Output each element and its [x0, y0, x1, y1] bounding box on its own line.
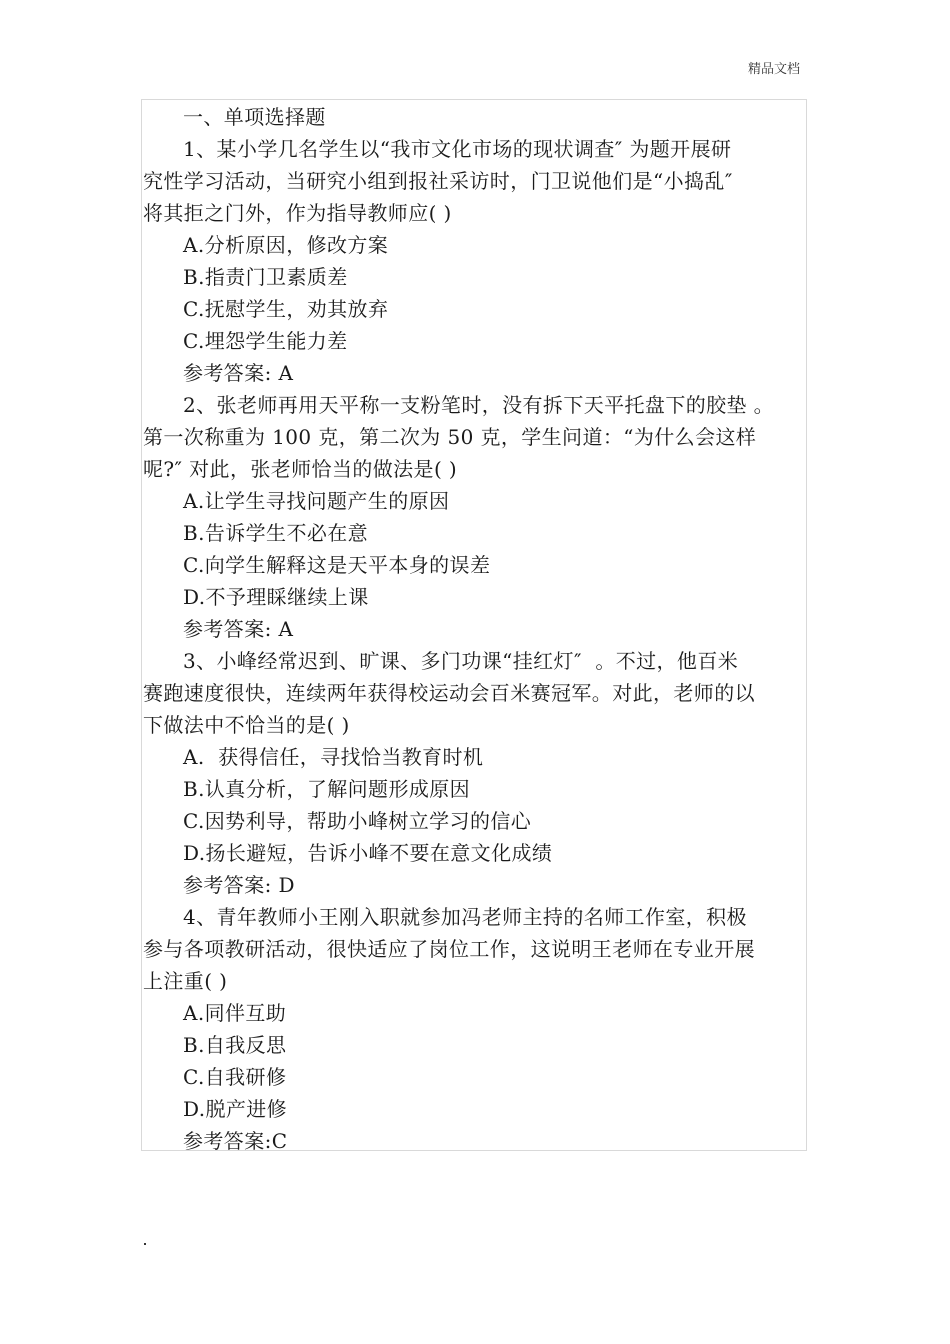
option-a: A.让学生寻找问题产生的原因 [183, 489, 450, 513]
footer-mark [144, 1236, 147, 1247]
option-a: A.分析原因，修改方案 [183, 233, 389, 257]
answer-line: 参考答案: A [183, 617, 294, 641]
question-1 [143, 133, 815, 389]
question-stem-line: 2、张老师再用天平称一支粉笔时，没有拆下天平托盘下的胶垫 。 [183, 393, 775, 417]
option-c: C.向学生解释这是天平本身的误差 [183, 553, 491, 577]
question-stem-line: 3、小峰经常迟到、旷课、多门功课“挂红灯″ 。不过，他百米 [183, 649, 739, 673]
option-b: B.告诉学生不必在意 [183, 521, 369, 545]
option-c: C.因势利导，帮助小峰树立学习的信心 [183, 809, 532, 833]
question-stem-line: 4、青年教师小王刚入职就参加冯老师主持的名师工作室，积极 [183, 905, 747, 929]
option-a: A.同伴互助 [183, 1001, 287, 1025]
question-stem-line: 下做法中不恰当的是( ) [143, 713, 350, 737]
option-c: C.自我研修 [183, 1065, 287, 1089]
question-stem-line: 1、某小学几名学生以“我市文化市场的现状调查″ 为题开展研 [183, 137, 732, 161]
question-stem-line: 第一次称重为 100 克，第二次为 50 克，学生问道：“为什么会这样 [143, 425, 757, 449]
question-stem-line: 将其拒之门外，作为指导教师应( ) [143, 201, 452, 225]
option-b: B.自我反思 [183, 1033, 287, 1057]
question-3 [143, 645, 815, 901]
question-stem-line: 上注重( ) [143, 969, 228, 993]
option-d: D.脱产进修 [183, 1097, 288, 1121]
option-b: B.指责门卫素质差 [183, 265, 348, 289]
option-d: C.埋怨学生能力差 [183, 329, 348, 353]
answer-line: 参考答案: D [183, 873, 295, 897]
option-d: D.不予理睬继续上课 [183, 585, 369, 609]
question-4 [143, 901, 815, 1157]
question-stem-line: 赛跑速度很快，连续两年获得校运动会百米赛冠军。对此，老师的以 [143, 681, 755, 705]
section-title: 一、单项选择题 [183, 105, 326, 129]
question-2 [143, 389, 815, 645]
answer-line: 参考答案:C [183, 1129, 288, 1153]
option-a: A. 获得信任，寻找恰当教育时机 [183, 745, 484, 769]
option-b: B.认真分析，了解问题形成原因 [183, 777, 471, 801]
option-c: C.抚慰学生，劝其放弃 [183, 297, 389, 321]
header-label: 精品文档 [748, 62, 801, 77]
question-stem-line: 呢?″ 对此，张老师恰当的做法是( ) [143, 457, 458, 481]
question-stem-line: 参与各项教研活动，很快适应了岗位工作，这说明王老师在专业开展 [143, 937, 755, 961]
option-d: D.扬长避短，告诉小峰不要在意文化成绩 [183, 841, 553, 865]
answer-line: 参考答案: A [183, 361, 294, 385]
question-list [143, 101, 815, 1157]
question-stem-line: 究性学习活动，当研究小组到报社采访时，门卫说他们是“小捣乱″ [143, 169, 733, 193]
